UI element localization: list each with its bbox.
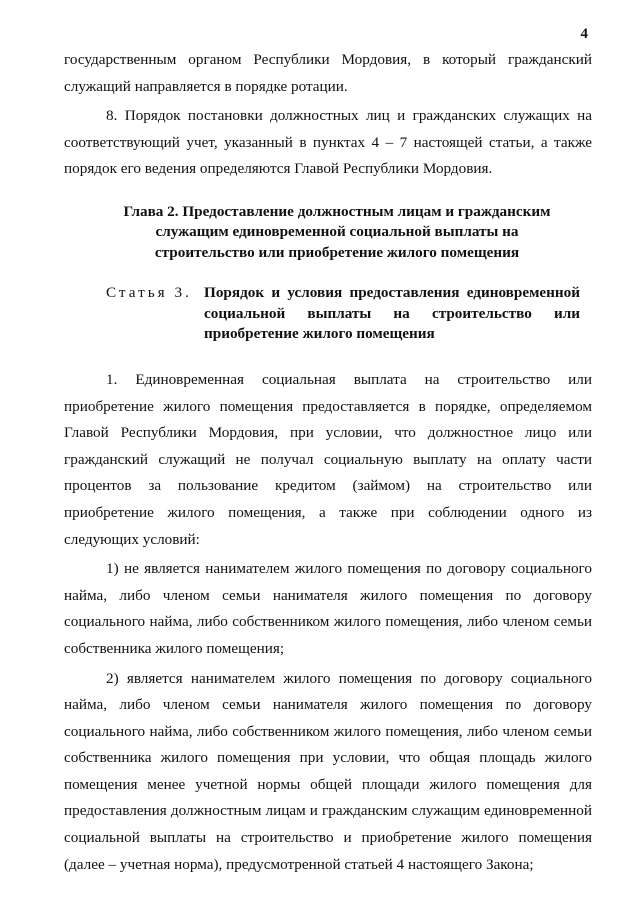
article-heading: [64, 283, 592, 345]
page-number: 4: [580, 26, 588, 42]
article-title: Порядок и условия предоставления единовременной социальной выплаты на строительство или приобретение жилого помещения: [204, 284, 580, 343]
paragraph-continuation: государственным органом Республики Мордовия, в который гражданский служащий направляется в порядке ротации.: [64, 51, 592, 95]
article-label: Статья 3.: [106, 284, 192, 302]
article-subitem-1: 1) не является нанимателем жилого помещения по договору социального найма, либо членом семьи нанимателя жилого помещения по договору социального найма, либо собственником жилого помещения, либо членом семьи собственника жилого помещения;: [64, 560, 592, 657]
page-content: [64, 47, 592, 878]
paragraph-8: 8. Порядок постановки должностных лиц и гражданских служащих на соответствующий учет, указанный в пунктах 4 – 7 настоящей статьи, а также порядок его ведения определяются Главой Республики Мордовия.: [64, 107, 592, 178]
article-item-1: 1. Единовременная социальная выплата на строительство или приобретение жилого помещения предоставляется в порядке, определяемом Главой Республики Мордовия, при условии, что должностное лицо или гражданский служащий не получал социальную выплату на оплату части процентов за пользование кредитом (займом) на строительство или приобретение жилого помещения, а также при соблюдении одного из следующих условий:: [64, 370, 592, 548]
chapter-heading: Глава 2. Предоставление должностным лицам и гражданским служащим единовременной социальной выплаты на строительство или приобретение жилого помещения: [123, 202, 551, 261]
article-subitem-2: 2) является нанимателем жилого помещения по договору социального найма, либо членом семьи нанимателя жилого помещения по договору социального найма, либо собственником жилого помещения, либо членом семьи собственника жилого помещения при условии, что общая площадь жилого помещения менее учетной нормы общей площади жилого помещения для предоставления должностным лицам и гражданским служащим единовременной социальной выплаты на строительство и приобретение жилого помещения (далее – учетная норма), предусмотренной статьей 4 настоящего Закона;: [64, 669, 592, 873]
